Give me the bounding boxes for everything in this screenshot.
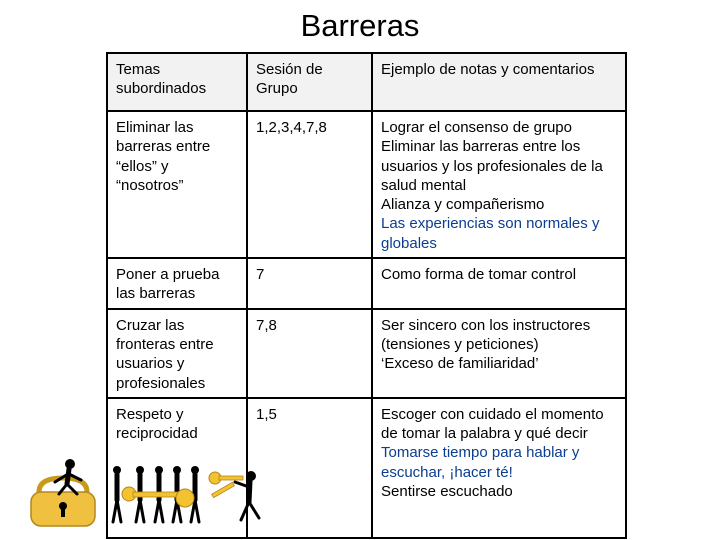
- padlock-icon: [31, 478, 95, 526]
- page-title: Barreras: [300, 8, 420, 43]
- notas-cell: [372, 309, 626, 398]
- tema-cell: Eliminar las barreras entre “ellos” y “nosotros”: [107, 111, 247, 258]
- note-line: ‘Exceso de familiaridad’: [381, 355, 539, 373]
- note-line: Ser sincero con los instructores (tensiones y peticiones): [381, 316, 591, 353]
- key-icon: [209, 472, 243, 498]
- tema-cell: Cruzar las fronteras entre usuarios y profesionales: [107, 309, 247, 398]
- person-icon: [113, 466, 121, 522]
- sesion-cell: 1,5: [247, 398, 372, 538]
- note-line: Sentirse escuchado: [381, 483, 513, 501]
- notas-cell: [372, 111, 626, 258]
- note-line: Lograr el consenso de grupo: [381, 119, 572, 136]
- table-row: [107, 309, 626, 398]
- header-notas: Ejemplo de notas y comentarios: [372, 53, 626, 111]
- header-sesion: Sesión de Grupo: [247, 53, 372, 111]
- barriers-illustration: [25, 452, 275, 530]
- tema-cell: Poner a prueba las barreras: [107, 258, 247, 309]
- sesion-cell: 7: [247, 258, 372, 309]
- note-line: Como forma de tomar control: [381, 266, 577, 284]
- note-line: Eliminar las barreras entre los usuarios y los profesionales de la salud mental: [381, 138, 603, 194]
- note-line: Escoger con cuidado el momento de tomar la palabra y qué decir: [381, 405, 604, 443]
- sesion-cell: 1,2,3,4,7,8: [247, 111, 372, 258]
- notas-cell: [372, 258, 626, 309]
- table-row: [107, 258, 626, 309]
- note-line: Tomarse tiempo para hablar y escuchar, ¡hacer té!: [381, 444, 580, 481]
- note-line: Las experiencias son normales y globales: [381, 215, 600, 252]
- header-temas: Temas subordinados: [107, 53, 247, 111]
- table-header-row: [107, 53, 626, 111]
- sesion-cell: 7,8: [247, 309, 372, 398]
- table-row: [107, 111, 626, 258]
- tema-cell: Respeto y reciprocidad: [107, 398, 247, 538]
- note-line: Alianza y compañerismo: [381, 196, 545, 214]
- notas-cell: [372, 398, 626, 538]
